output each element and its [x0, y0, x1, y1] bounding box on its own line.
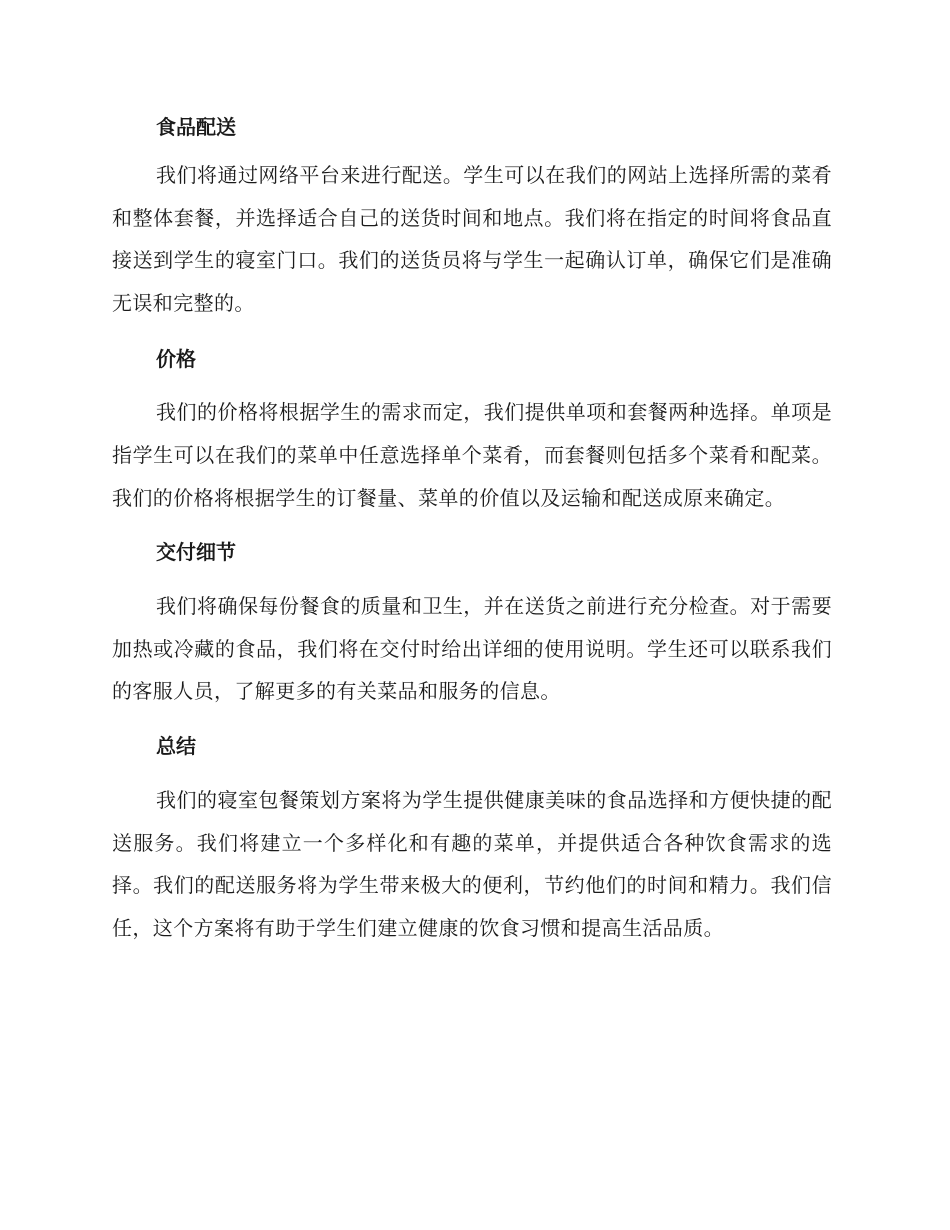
section-paragraph-food-delivery: 我们将通过网络平台来进行配送。学生可以在我们的网站上选择所需的菜肴和整体套餐，并选择适合自己的送货时间和地点。我们将在指定的时间将食品直接送到学生的寝室门口。我们的送货员将与学生一起确认订单，确保它们是准确无误和完整的。: [112, 163, 832, 315]
section-paragraph-delivery-details: 我们将确保每份餐食的质量和卫生，并在送货之前进行充分检查。对于需要加热或冷藏的食品，我们将在交付时给出详细的使用说明。学生还可以联系我们的客服人员，了解更多的有关菜品和服务的信息。: [112, 594, 832, 704]
section-paragraph-price: 我们的价格将根据学生的需求而定，我们提供单项和套餐两种选择。单项是指学生可以在我们的菜单中任意选择单个菜肴，而套餐则包括多个菜肴和配菜。我们的价格将根据学生的订餐量、菜单的价值以及运输和配送成原来确定。: [112, 400, 832, 510]
section-heading-delivery-details: 交付细节: [156, 540, 236, 565]
section-paragraph-summary: 我们的寝室包餐策划方案将为学生提供健康美味的食品选择和方便快捷的配送服务。我们将建立一个多样化和有趣的菜单，并提供适合各种饮食需求的选择。我们的配送服务将为学生带来极大的便利，节约他们的时间和精力。我们信任，这个方案将有助于学生们建立健康的饮食习惯和提高生活品质。: [112, 787, 832, 940]
section-heading-summary: 总结: [156, 733, 196, 758]
section-heading-price: 价格: [156, 347, 196, 372]
section-heading-food-delivery: 食品配送: [156, 115, 236, 139]
document-body: [112, 112, 832, 949]
